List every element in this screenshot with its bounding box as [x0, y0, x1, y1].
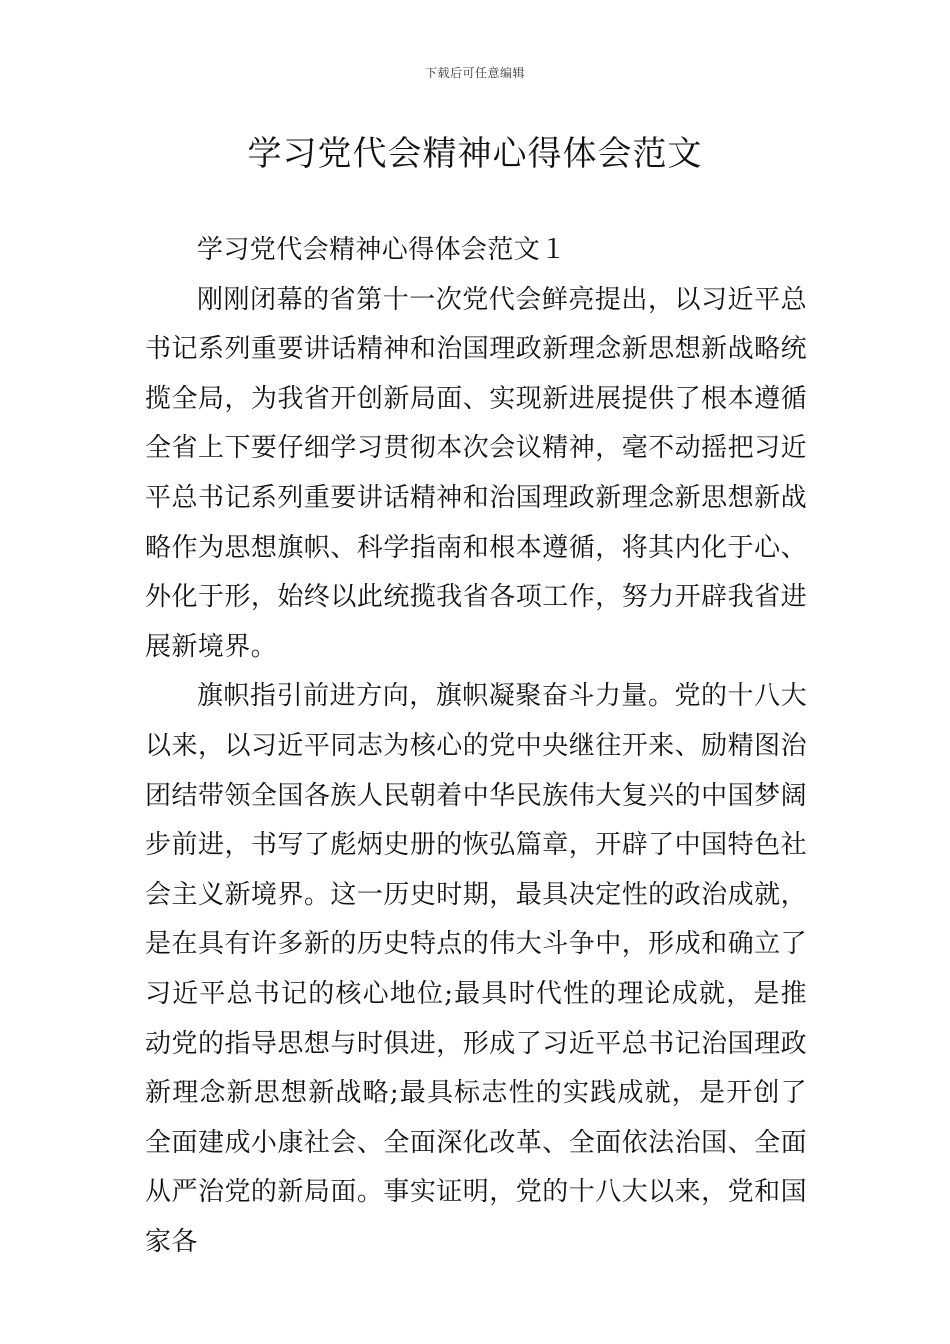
paragraph-2: 旗帜指引前进方向，旗帜凝聚奋斗力量。党的十八大以来，以习近平同志为核心的党中央继往开来、励精图治团结带领全国各族人民朝着中华民族伟大复兴的中国梦阔步前进，书写了彪炳史册的恢弘篇章，开辟了中国特色社会主义新境界。这一历史时期，最具决定性的政治成就，是在具有许多新的历史特点的伟大斗争中，形成和确立了习近平总书记的核心地位;最具时代性的理论成就，是推动党的指导思想与时俱进，形成了习近平总书记治国理政新理念新思想新战略;最具标志性的实践成就，是开创了全面建成小康社会、全面深化改革、全面依法治国、全面从严治党的新局面。事实证明，党的十八大以来，党和国家各 [145, 681, 807, 1257]
document-title: 学习党代会精神心得体会范文 [247, 134, 703, 174]
header-note: 下载后可任意编辑 [424, 66, 525, 80]
paragraph-1: 刚刚闭幕的省第十一次党代会鲜亮提出，以习近平总书记系列重要讲话精神和治国理政新理念新思想新战略统揽全局，为我省开创新局面、实现新进展提供了根本遵循全省上下要仔细学习贯彻本次会议精神，毫不动摇把习近平总书记系列重要讲话精神和治国理政新理念新思想新战略作为思想旗帜、科学指南和根本遵循，将其内化于心、外化于形，始终以此统揽我省各项工作，努力开辟我省进展新境界。 [145, 284, 807, 662]
document-body [145, 226, 807, 1267]
section-subheading: 学习党代会精神心得体会范文１ [197, 235, 567, 265]
